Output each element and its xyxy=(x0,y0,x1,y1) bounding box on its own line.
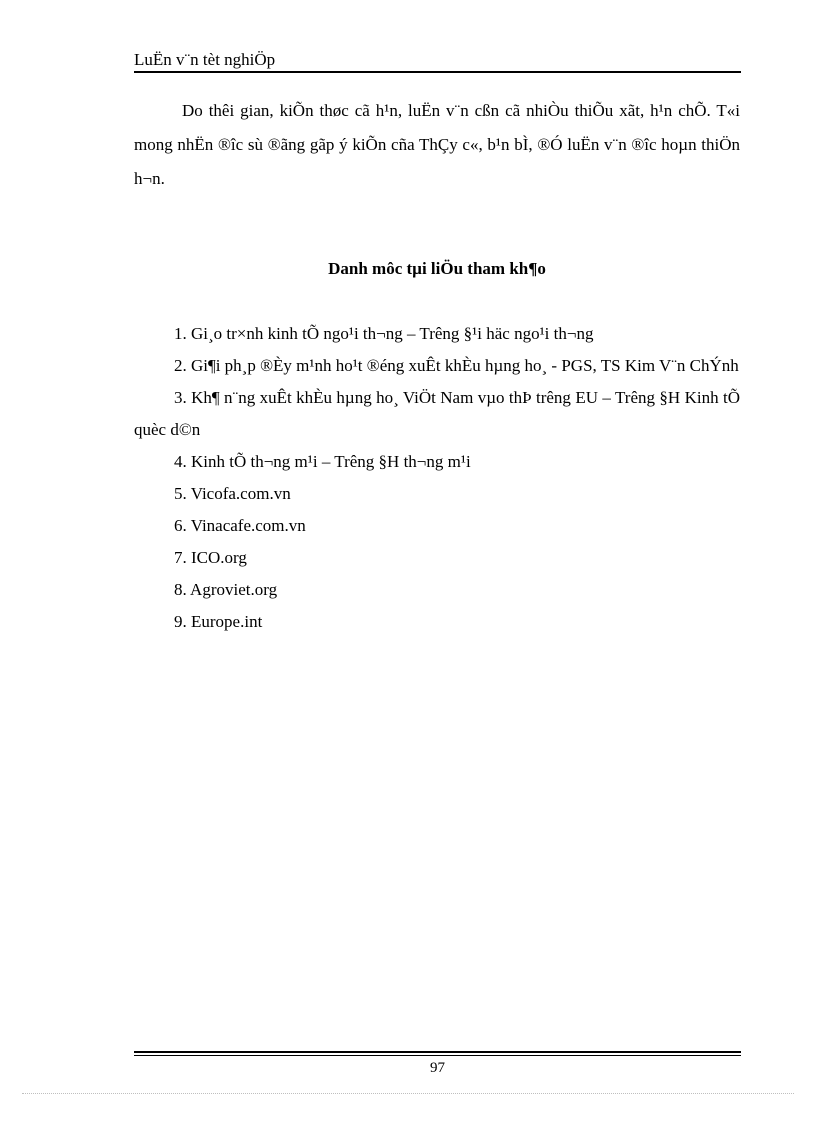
reference-item: 9. Europe.int xyxy=(174,612,263,631)
reference-item: 1. Gi¸o tr×nh kinh tÕ ngo¹i th¬ng – Trêng §¹i häc ngo¹i th¬ng xyxy=(174,324,594,343)
page-bottom-border xyxy=(22,1093,794,1094)
references-title: Danh môc tµi liÖu tham kh¶o xyxy=(328,259,546,278)
reference-item: 7. ICO.org xyxy=(174,548,247,567)
footer-rule-thin xyxy=(134,1055,741,1056)
references-list xyxy=(134,318,740,638)
page-number: 97 xyxy=(430,1060,445,1076)
reference-item: 3. Kh¶ n¨ng xuÊt khÈu hµng ho¸ ViÖt Nam vµo thÞ trêng EU – Trêng §H Kinh tÕ quèc d©n xyxy=(134,388,740,439)
reference-item: 4. Kinh tÕ th¬ng m¹i – Trêng §H th¬ng m¹i xyxy=(174,452,471,471)
reference-item: 5. Vicofa.com.vn xyxy=(174,484,291,503)
intro-paragraph: Do thêi gian, kiÕn thøc cã h¹n, luËn v¨n cßn cã nhiÒu thiÕu xãt, h¹n chÕ. T«i mong nhËn ®îc sù ®ãng gãp ý kiÕn cña ThÇy c«, b¹n bÌ, ®Ó luËn v¨n ®îc hoµn thiÖn h¬n. xyxy=(134,101,740,188)
header-rule xyxy=(134,71,741,73)
page-header: LuËn v¨n tèt nghiÖp xyxy=(134,50,276,69)
reference-item: 6. Vinacafe.com.vn xyxy=(174,516,306,535)
reference-item: 8. Agroviet.org xyxy=(174,580,278,599)
reference-item: 2. Gi¶i ph¸p ®Èy m¹nh ho¹t ®éng xuÊt khÈu hµng ho¸ - PGS, TS Kim V¨n ChÝnh xyxy=(174,356,739,375)
footer-rule-thick xyxy=(134,1051,741,1053)
